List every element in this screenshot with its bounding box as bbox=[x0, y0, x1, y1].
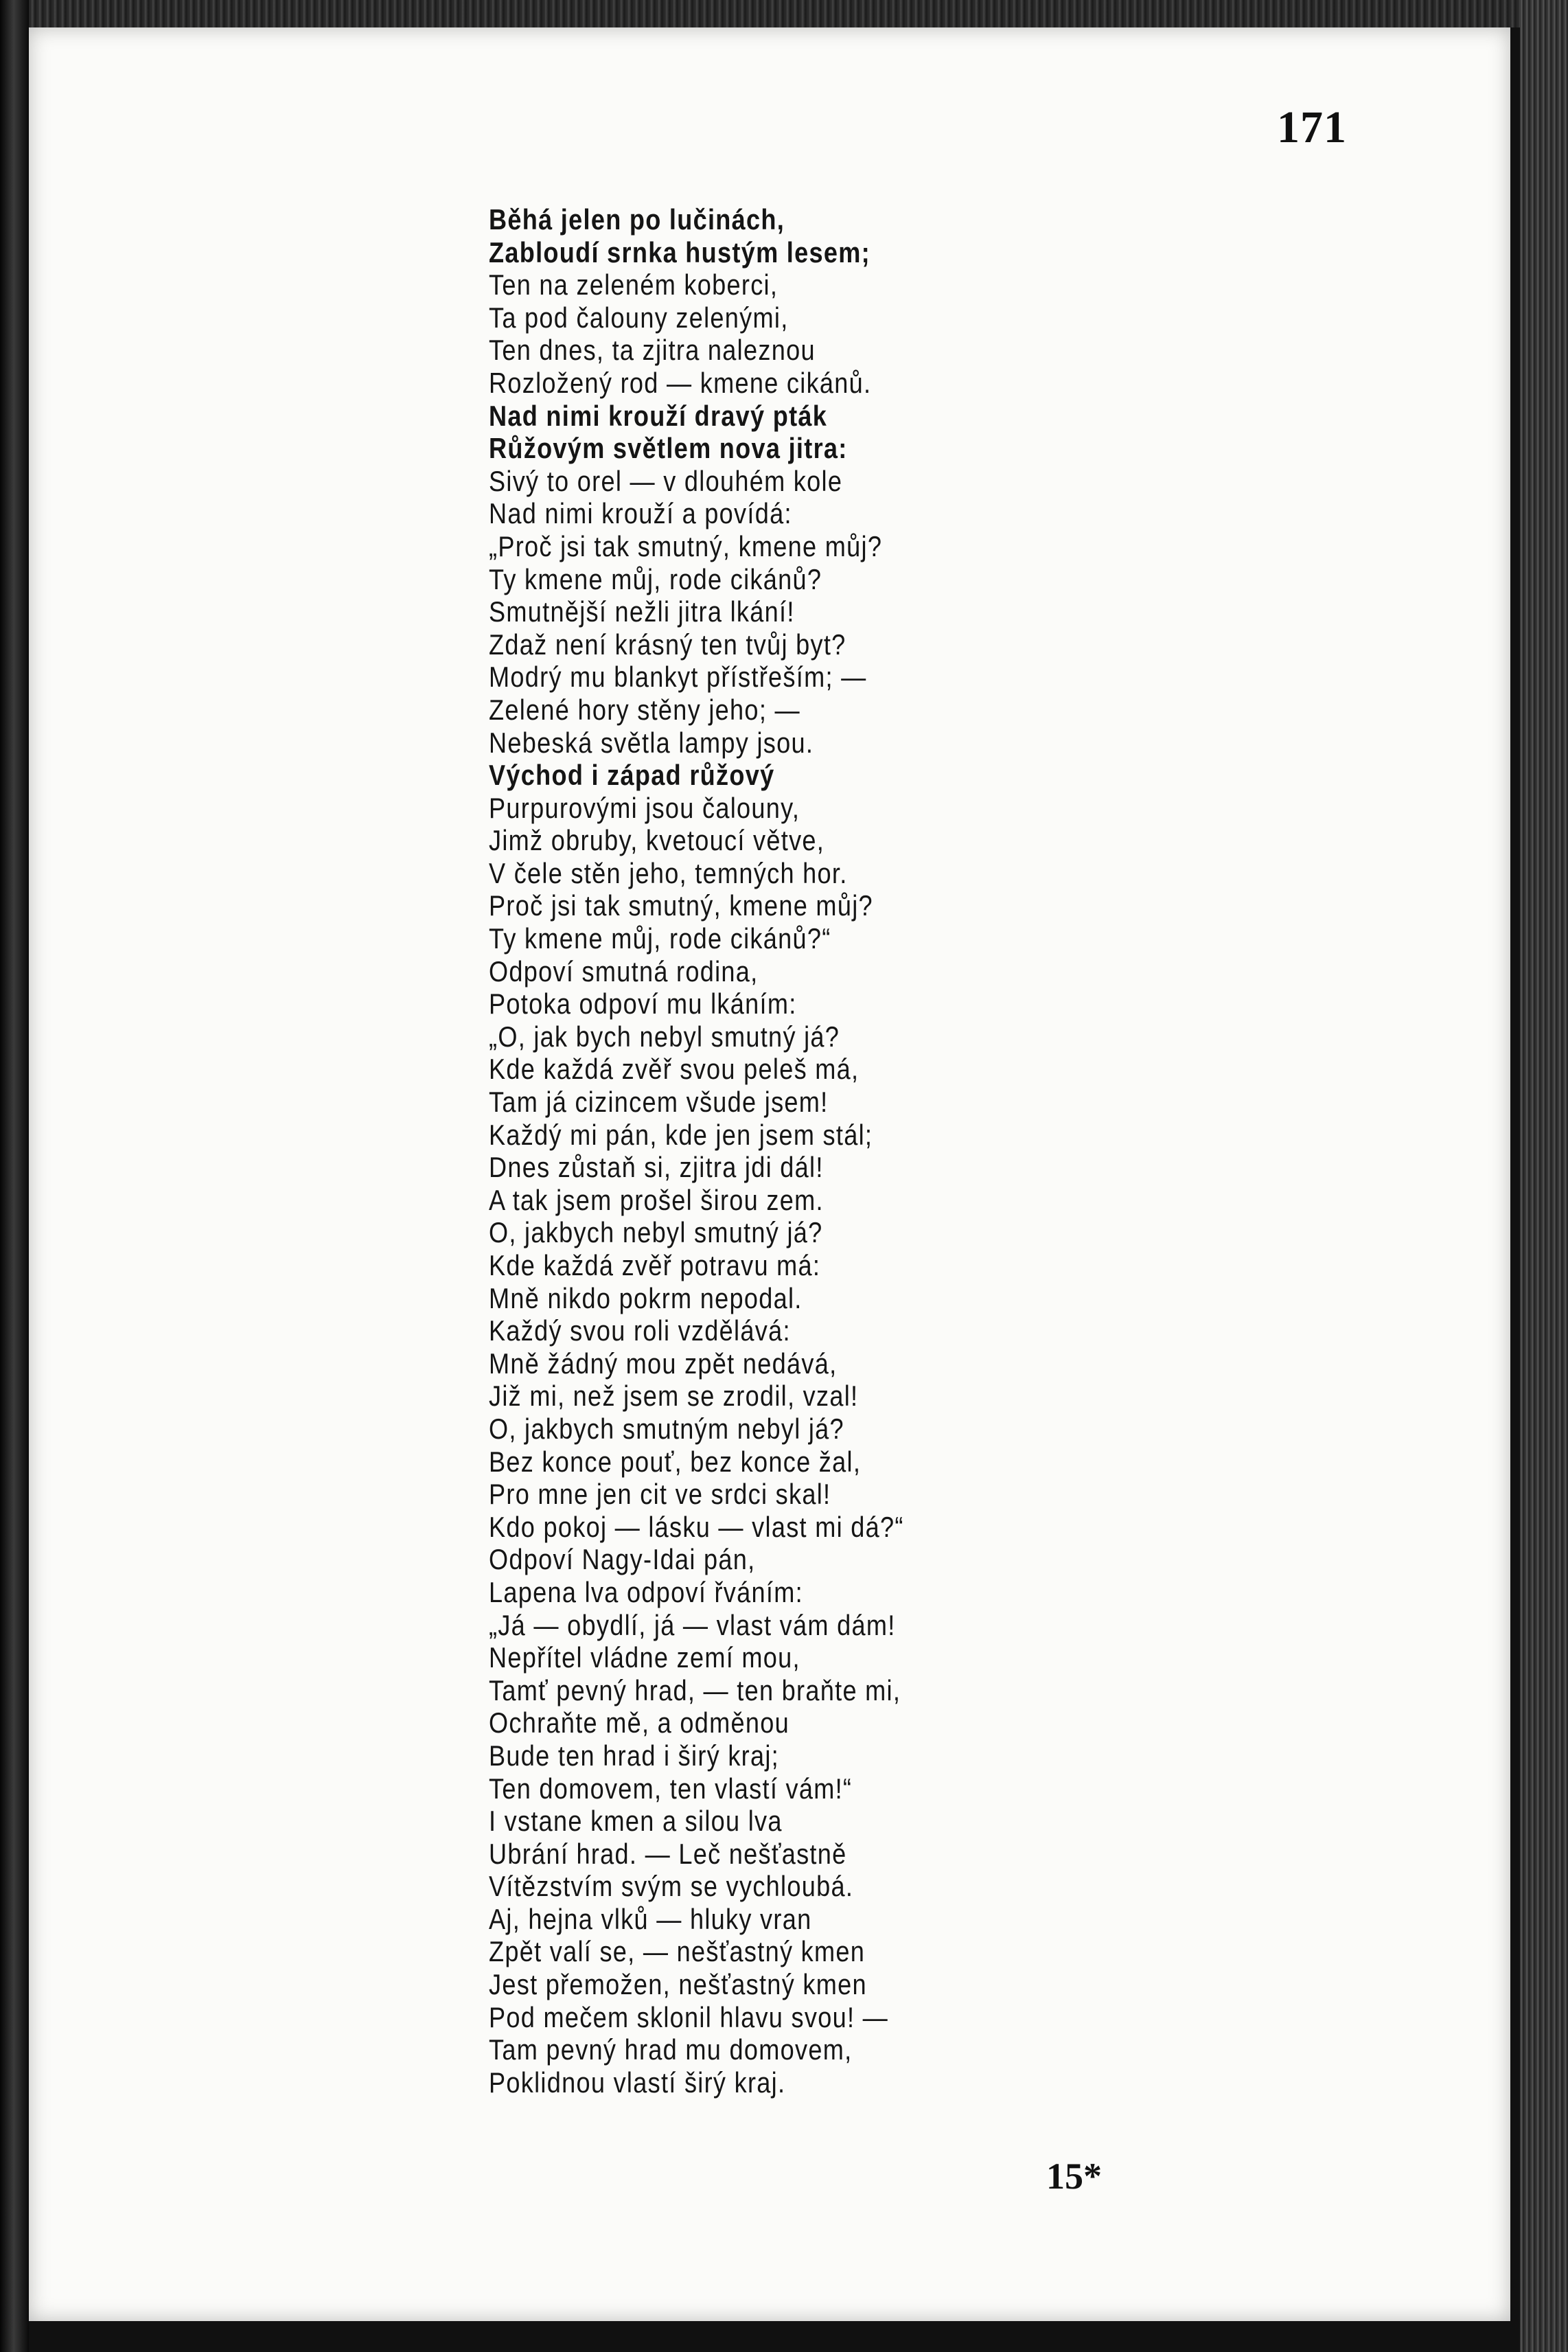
poem-line: Jest přemožen, nešťastný kmen bbox=[489, 1968, 867, 2001]
poem-line: Modrý mu blankyt přístřeším; — bbox=[489, 661, 867, 694]
poem-line: Lapena lva odpoví řváním: bbox=[489, 1575, 803, 1608]
poem-line: Každý mi pán, kde jen jsem stál; bbox=[489, 1118, 873, 1151]
poem-line: Pod mečem sklonil hlavu svou! — bbox=[489, 2000, 889, 2033]
poem-line: Ten na zeleném koberci, bbox=[489, 269, 779, 301]
poem-line: Mně žádný mou zpět nedává, bbox=[489, 1347, 838, 1380]
poem-line: Pro mne jen cit ve srdci skal! bbox=[489, 1478, 831, 1511]
poem-line: V čele stěn jeho, temných hor. bbox=[489, 856, 848, 889]
poem-line: Ty kmene můj, rode cikánů? bbox=[489, 562, 822, 595]
poem-line: Již mi, než jsem se zrodil, vzal! bbox=[489, 1380, 859, 1413]
poem-line: Nad nimi krouží dravý pták bbox=[489, 399, 828, 432]
poem-line: A tak jsem prošel širou zem. bbox=[489, 1183, 824, 1216]
poem-line: Ubrání hrad. — Leč nešťastně bbox=[489, 1837, 847, 1870]
poem-line: Nebeská světla lampy jsou. bbox=[489, 726, 814, 759]
poem-line: Nad nimi krouží a povídá: bbox=[489, 497, 792, 530]
poem-line: Kde každá zvěř potravu má: bbox=[489, 1249, 821, 1281]
poem-line: O, jakbych nebyl smutný já? bbox=[489, 1216, 823, 1249]
poem-line: Bude ten hrad i širý kraj; bbox=[489, 1739, 780, 1772]
poem-line: Tamť pevný hrad, — ten braňte mi, bbox=[489, 1674, 901, 1706]
page-stack-edge bbox=[1520, 0, 1568, 2352]
poem-line: „Proč jsi tak smutný, kmene můj? bbox=[489, 529, 883, 562]
poem-line: Zpět valí se, — nešťastný kmen bbox=[489, 1935, 866, 1968]
poem-line: I vstane kmen a silou lva bbox=[489, 1805, 783, 1838]
poem-line: Aj, hejna vlků — hluky vran bbox=[489, 1902, 812, 1935]
poem-line: Ta pod čalouny zelenými, bbox=[489, 301, 789, 334]
poem-line: Jimž obruby, kvetoucí větve, bbox=[489, 824, 825, 857]
poem-line: Sivý to orel — v dlouhém kole bbox=[489, 464, 843, 497]
poem-line: O, jakbych smutným nebyl já? bbox=[489, 1412, 844, 1445]
poem-line: Vítězstvím svým se vychloubá. bbox=[489, 1870, 854, 1903]
poem-line: Zdaž není krásný ten tvůj byt? bbox=[489, 628, 846, 661]
poem-line: Odpoví smutná rodina, bbox=[489, 955, 759, 987]
poem-line: Smutnější nežli jitra lkání! bbox=[489, 595, 795, 628]
poem-line: Purpurovými jsou čalouny, bbox=[489, 791, 800, 824]
poem-line: Růžovým světlem nova jitra: bbox=[489, 432, 848, 465]
poem-line: Každý svou roli vzdělává: bbox=[489, 1314, 791, 1347]
page-number: 171 bbox=[1277, 102, 1347, 152]
poem-line: Ten domovem, ten vlastí vám!“ bbox=[489, 1772, 853, 1805]
poem-line: Dnes zůstaň si, zjitra jdi dál! bbox=[489, 1151, 824, 1184]
poem-line: Tam já cizincem všude jsem! bbox=[489, 1086, 829, 1119]
poem-line: Mně nikdo pokrm nepodal. bbox=[489, 1281, 803, 1314]
poem-line: Ten dnes, ta zjitra naleznou bbox=[489, 334, 816, 367]
poem-line: Proč jsi tak smutný, kmene můj? bbox=[489, 889, 873, 922]
poem-line: Odpoví Nagy-Idai pán, bbox=[489, 1543, 756, 1576]
poem-line: Běhá jelen po lučinách, bbox=[489, 203, 785, 236]
poem-line: Rozložený rod — kmene cikánů. bbox=[489, 366, 872, 399]
book-spine-shadow bbox=[0, 0, 29, 2352]
poem-line: Východ i západ růžový bbox=[489, 759, 775, 792]
poem-line: Kde každá zvěř svou peleš má, bbox=[489, 1053, 860, 1086]
poem-line: Potoka odpoví mu lkáním: bbox=[489, 987, 797, 1020]
poem-line: Bez konce pouť, bez konce žal, bbox=[489, 1445, 862, 1478]
poem-line: Ochraňte mě, a odměnou bbox=[489, 1706, 789, 1739]
poem-line: Poklidnou vlastí širý kraj. bbox=[489, 2066, 786, 2099]
poem-line: Kdo pokoj — lásku — vlast mi dá?“ bbox=[489, 1510, 904, 1543]
top-page-edge bbox=[0, 0, 1568, 27]
poem-line: Ty kmene můj, rode cikánů?“ bbox=[489, 922, 831, 955]
poem-line: Nepřítel vládne zemí mou, bbox=[489, 1641, 800, 1674]
poem-line: „Já — obydlí, já — vlast vám dám! bbox=[489, 1608, 896, 1641]
poem-line: Tam pevný hrad mu domovem, bbox=[489, 2033, 853, 2066]
signature-mark: 15* bbox=[1046, 2156, 1102, 2197]
poem-line: Zelené hory stěny jeho; — bbox=[489, 693, 800, 726]
poem-line: Zabloudí srnka hustým lesem; bbox=[489, 236, 871, 269]
poem-text bbox=[489, 203, 971, 2099]
poem-line: „O, jak bych nebyl smutný já? bbox=[489, 1020, 840, 1053]
